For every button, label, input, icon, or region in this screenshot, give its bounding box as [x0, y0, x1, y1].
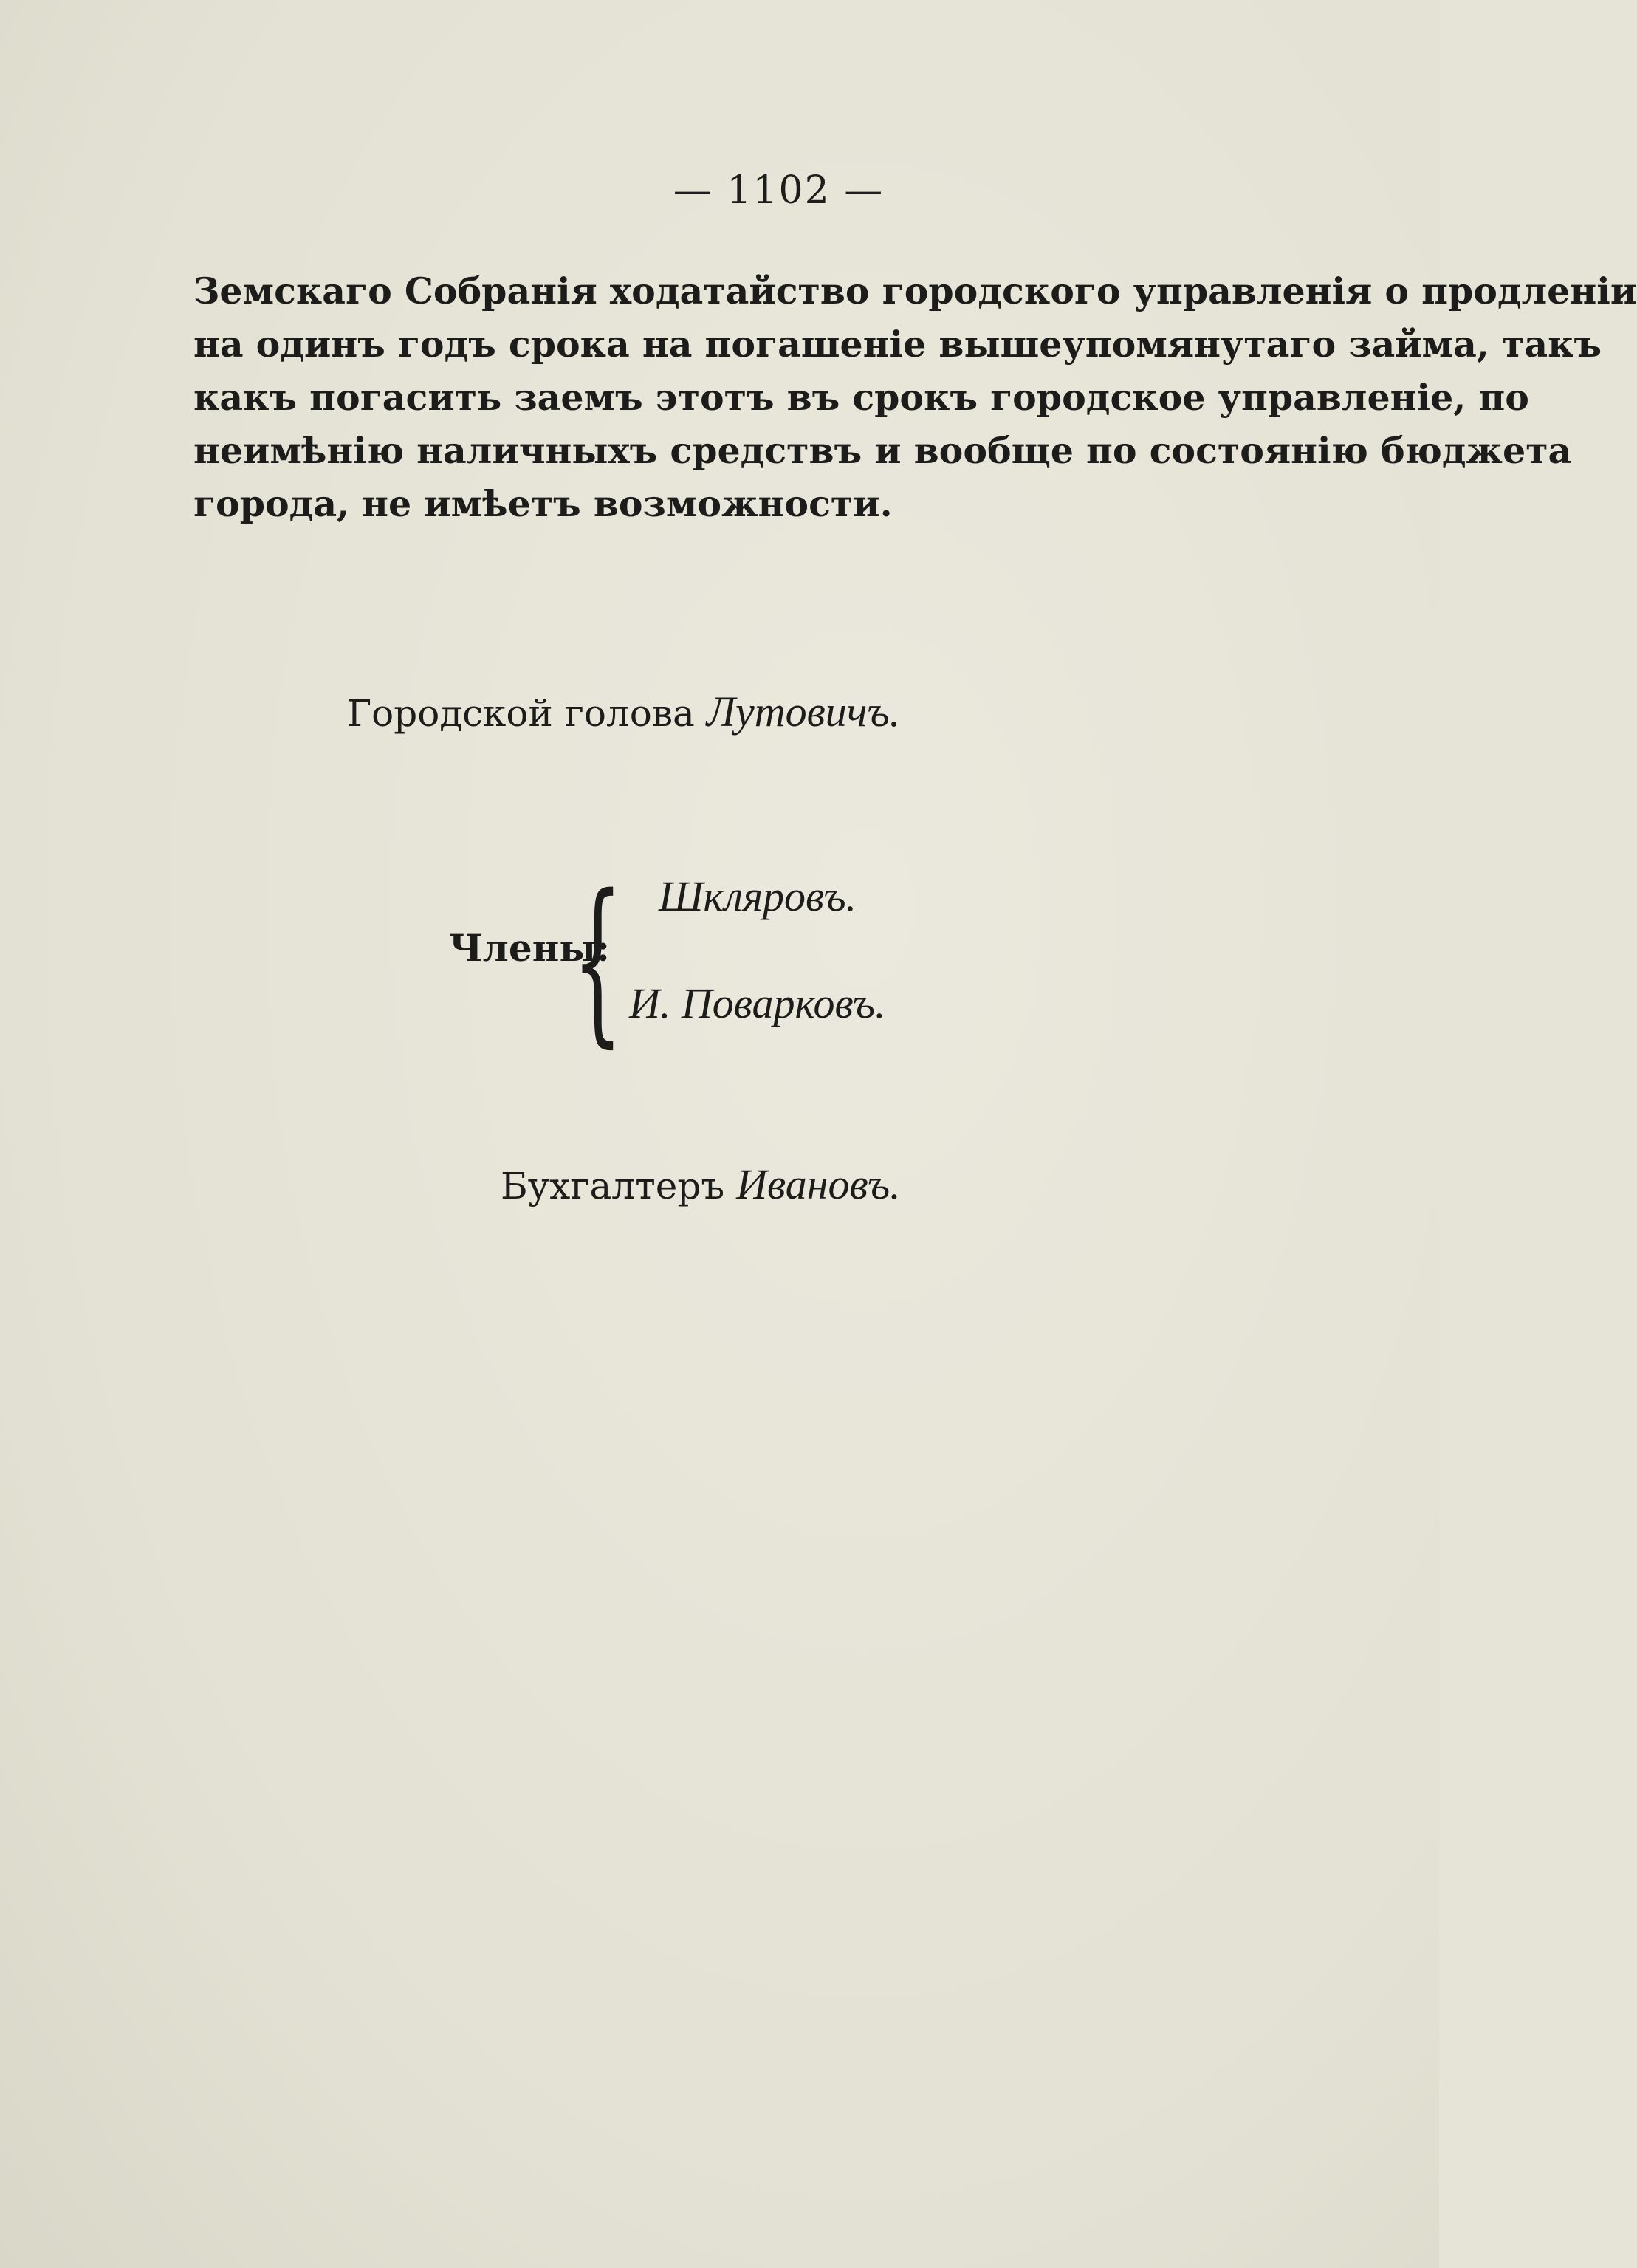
body-line: какъ погасить заемъ этотъ въ срокъ городское управленіе, по	[193, 376, 1529, 419]
member-signature-1: Шкляровъ.	[659, 872, 857, 920]
accountant-title: Бухгалтеръ	[501, 1165, 725, 1207]
accountant-name: Ивановъ.	[736, 1160, 901, 1208]
page-number: — 1102 —	[673, 168, 885, 213]
curly-brace-icon: {	[572, 857, 623, 1063]
accountant-signature	[501, 1159, 901, 1209]
members-label: Члены:	[449, 926, 610, 970]
member-signature-2: И. Поварковъ.	[629, 979, 886, 1027]
head-name: Лутовичъ.	[706, 688, 901, 736]
body-line: неимѣнію наличныхъ средствъ и вообще по состоянію бюджета	[193, 429, 1572, 472]
body-line: Земскаго Собранія ходатайство городского управленія о продленіи	[193, 270, 1637, 312]
body-line: на одинъ годъ срока на погашеніе вышеупомянутаго займа, такъ	[193, 323, 1602, 366]
head-signature	[347, 687, 900, 736]
body-line: города, не имѣетъ возможности.	[193, 482, 893, 525]
head-title: Городской голова	[347, 692, 695, 735]
body-paragraph	[193, 264, 1637, 530]
